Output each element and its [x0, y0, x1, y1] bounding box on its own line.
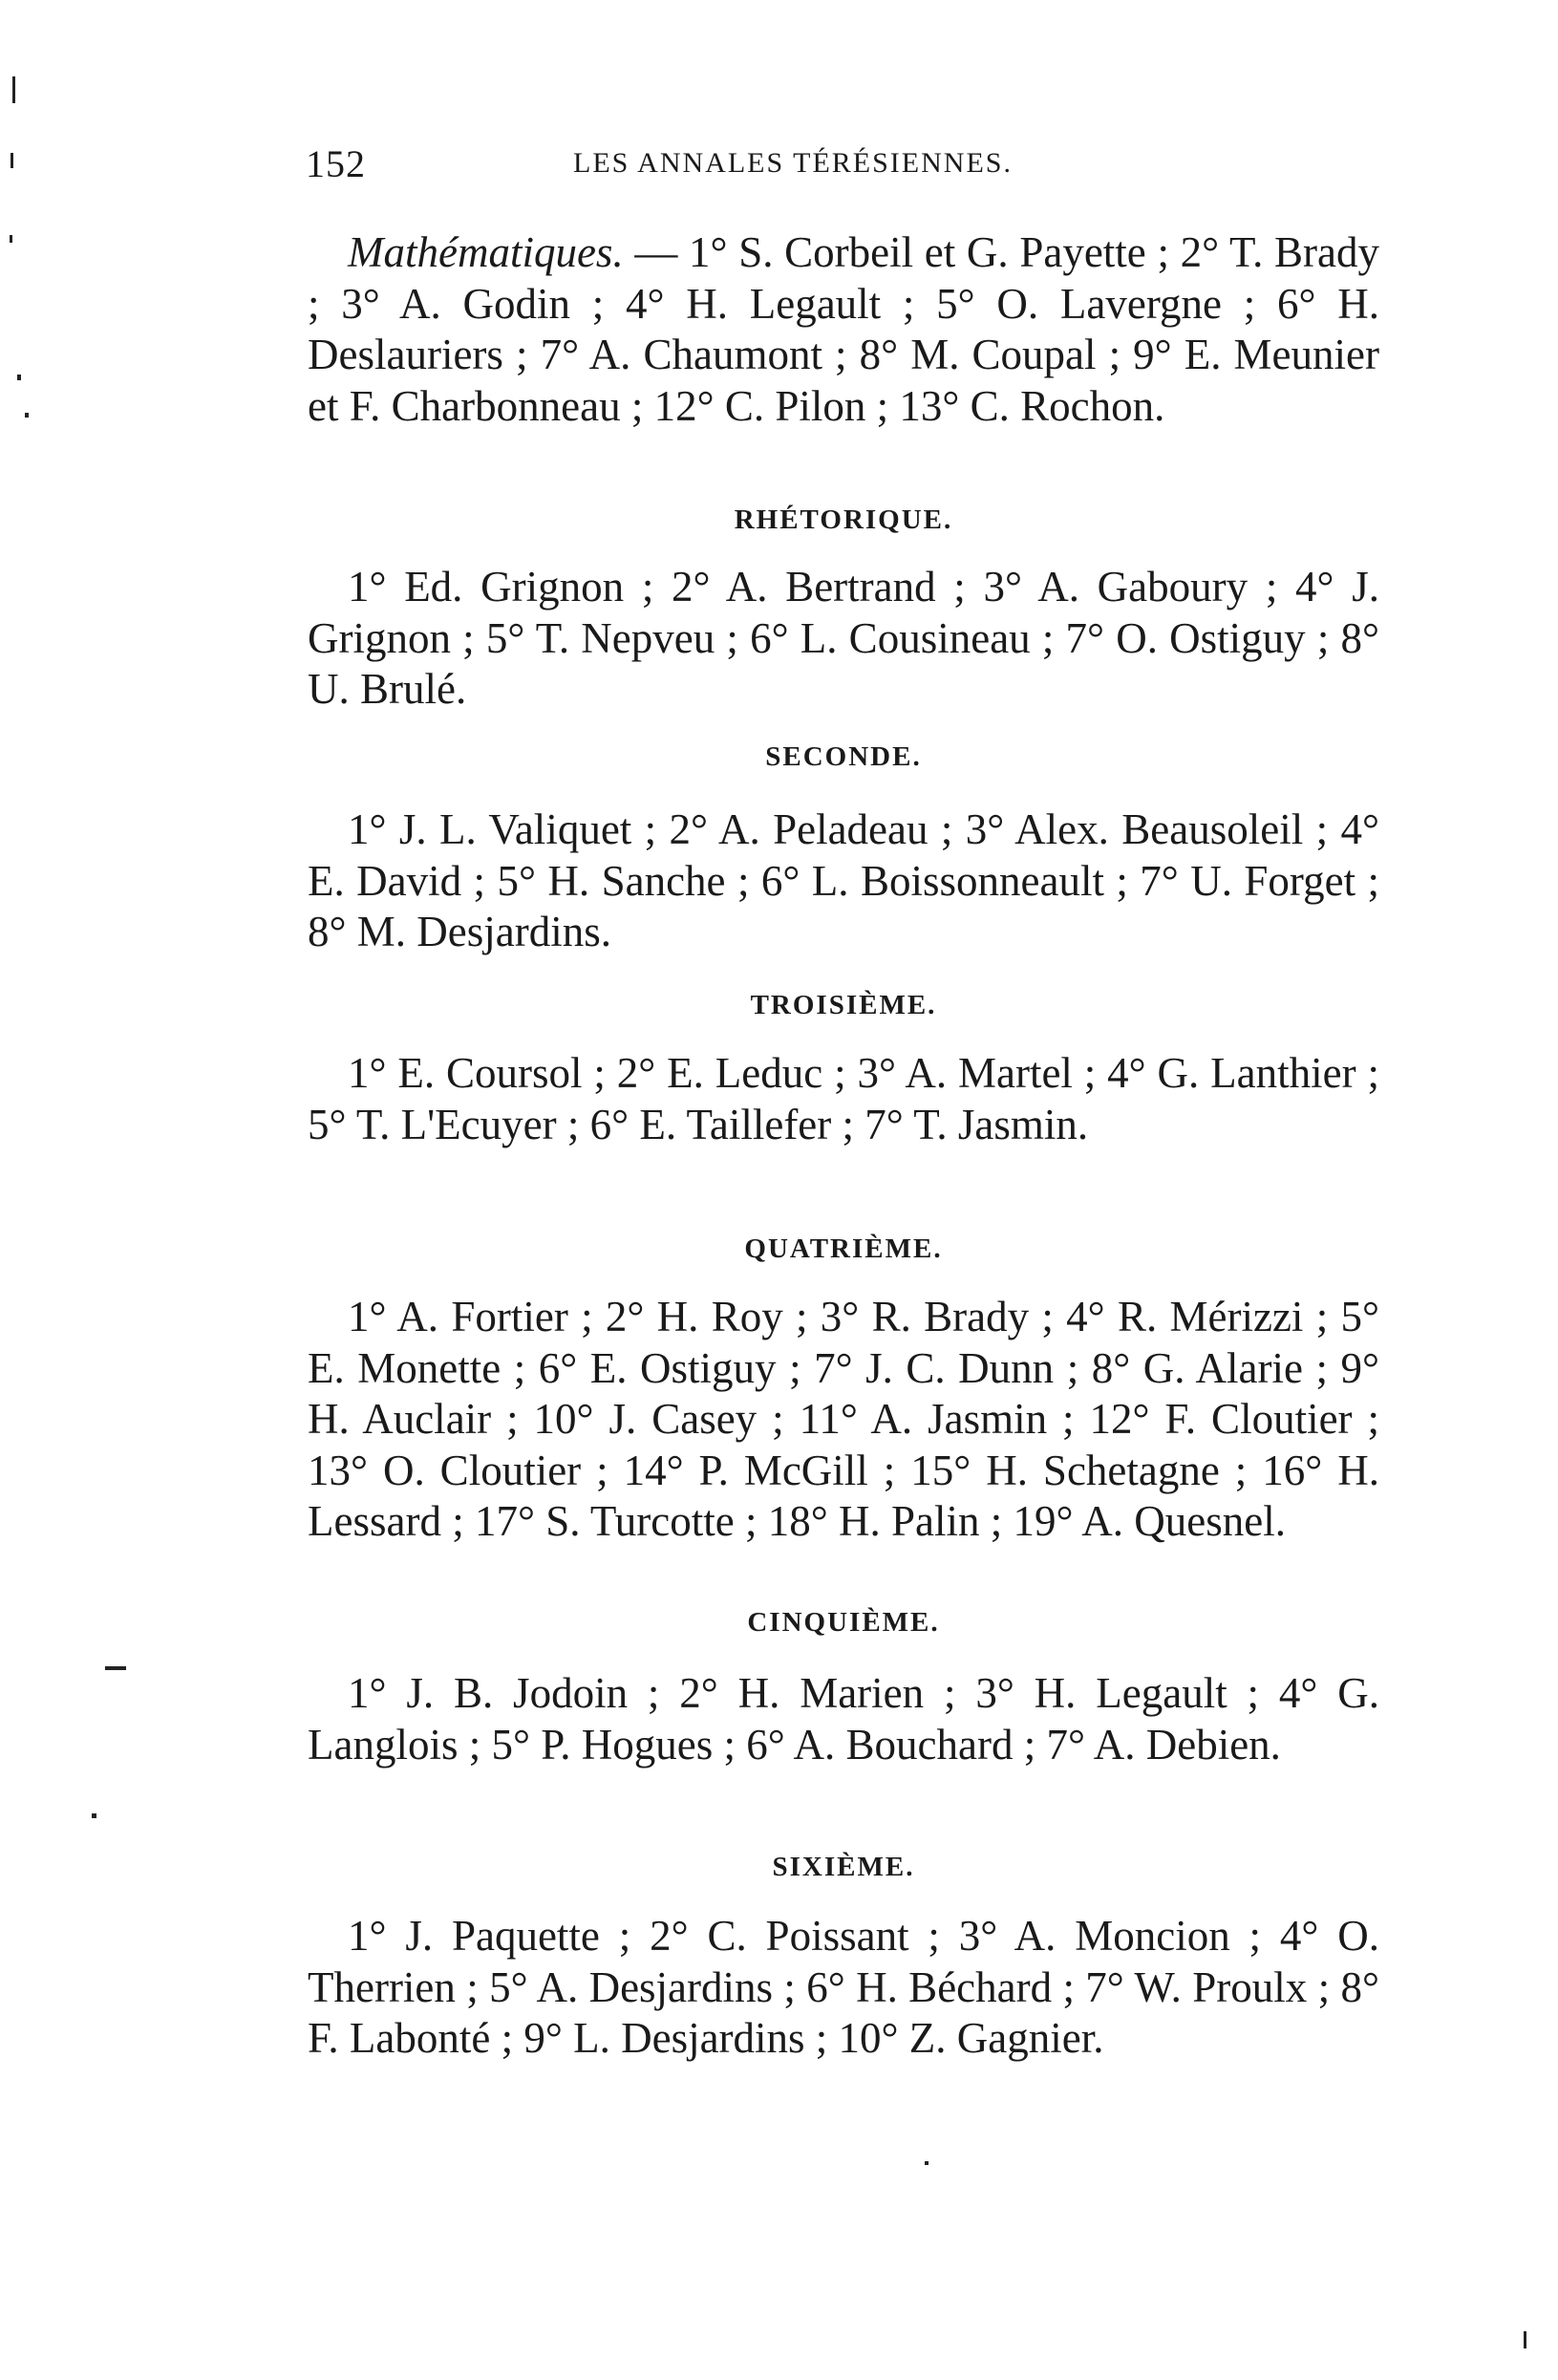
section-body: — 1° S. Corbeil et G. Payette ; 2° T. Brady ; 3° A. Godin ; 4° H. Legault ; 5° O. Lavergne ; 6° H. Deslauriers ; 7° A. Chaumont ; 8° M. Coupal ; 9° E. Meunier et F. Charbonneau ; 12° C. Pilon ; 13° C. Rochon.: [308, 228, 1379, 430]
section-heading-troisieme: TROISIÈME.: [750, 990, 937, 1020]
section-seconde-text: 1° J. L. Valiquet ; 2° A. Peladeau ; 3° Alex. Beausoleil ; 4° E. David ; 5° H. Sanche ; 6° L. Boissonneault ; 7° U. Forget ; 8° M. Desjardins.: [308, 805, 1379, 955]
section-lead-label: Mathématiques.: [348, 228, 624, 276]
scan-speck: [1524, 2331, 1526, 2348]
scan-speck: [105, 1666, 126, 1670]
section-heading-quatrieme: QUATRIÈME.: [744, 1233, 943, 1264]
section-rhetorique-text: 1° Ed. Grignon ; 2° A. Bertrand ; 3° A. Gaboury ; 4° J. Grignon ; 5° T. Nepveu ; 6° L. Cousineau ; 7° O. Ostiguy ; 8° U. Brulé.: [308, 563, 1379, 713]
scan-speck: [925, 2161, 928, 2165]
scan-speck: [17, 375, 21, 380]
scan-speck: [92, 1813, 96, 1818]
section-heading-sixieme: SIXIÈME.: [772, 1852, 915, 1882]
scan-speck: [10, 235, 12, 243]
scan-speck: [11, 153, 13, 168]
running-head: LES ANNALES TÉRÉSIENNES.: [573, 147, 1013, 179]
section-mathematiques-text: [308, 227, 1379, 432]
section-heading-cinquieme: CINQUIÈME.: [747, 1607, 940, 1638]
page-number: 152: [306, 142, 366, 185]
section-heading-rhetorique: RHÉTORIQUE.: [734, 504, 953, 535]
section-troisieme-text: 1° E. Coursol ; 2° E. Leduc ; 3° A. Martel ; 4° G. Lanthier ; 5° T. L'Ecuyer ; 6° E. Taillefer ; 7° T. Jasmin.: [308, 1049, 1379, 1148]
section-quatrieme-text: 1° A. Fortier ; 2° H. Roy ; 3° R. Brady ; 4° R. Mérizzi ; 5° E. Monette ; 6° E. Ostiguy ; 7° J. C. Dunn ; 8° G. Alarie ; 9° H. Auclair ; 10° J. Casey ; 11° A. Jasmin ; 12° F. Cloutier ; 13° O. Cloutier ; 14° P. McGill ; 15° H. Schetagne ; 16° H. Lessard ; 17° S. Turcotte ; 18° H. Palin ; 19° A. Quesnel.: [308, 1293, 1379, 1545]
section-cinquieme-text: 1° J. B. Jodoin ; 2° H. Marien ; 3° H. Legault ; 4° G. Langlois ; 5° P. Hogues ; 6° A. Bouchard ; 7° A. Debien.: [308, 1669, 1379, 1769]
page-header: [306, 141, 1404, 199]
scan-speck: [25, 413, 29, 418]
section-heading-seconde: SECONDE.: [765, 741, 922, 772]
section-sixieme-text: 1° J. Paquette ; 2° C. Poissant ; 3° A. Moncion ; 4° O. Therrien ; 5° A. Desjardins ; 6° H. Béchard ; 7° W. Proulx ; 8° F. Labonté ; 9° L. Desjardins ; 10° Z. Gagnier.: [308, 1912, 1379, 2062]
scan-speck: [12, 76, 15, 103]
